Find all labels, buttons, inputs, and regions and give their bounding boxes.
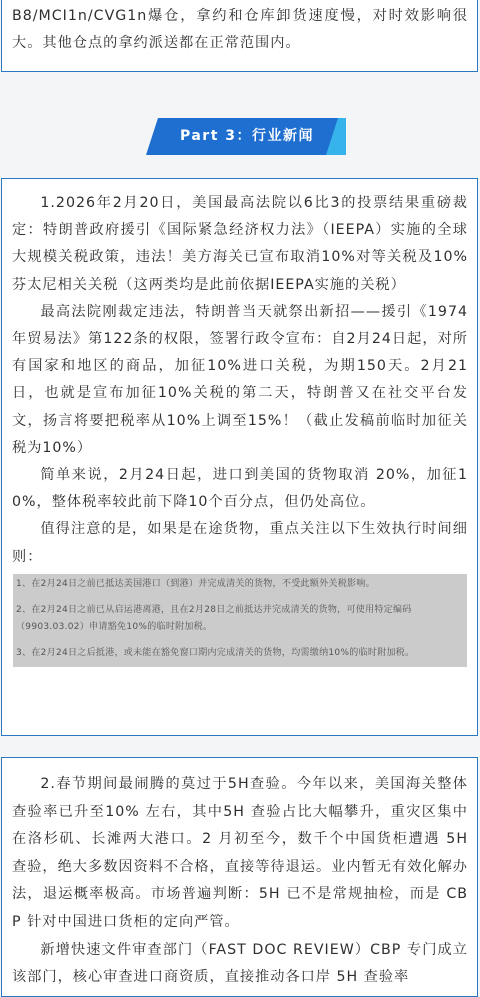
effective-time-notes	[13, 574, 467, 667]
news-paragraph: 1.2026年2月20日，美国最高法院以6比3的投票结果重磅裁定：特朗普政府援引《国际紧急经济权力法》（IEEPA）实施的全球大规模关税政策，违法！美方海关已宣布取消10%对等关税及10%芬太尼相关关税（这两类均是此前依据IEEPA实施的关税）	[12, 195, 468, 293]
industry-news-card-2	[1, 757, 478, 997]
note-item: 3、在2月24日之后抵港，或未能在豁免窗口期内完成清关的货物，均需缴纳10%的临时附加税。	[16, 647, 415, 658]
industry-news-card	[1, 178, 478, 736]
news-paragraph: 简单来说，2月24日起，进口到美国的货物取消 20%，加征10%，整体税率较此前下降10个百分点，但仍处高位。	[12, 467, 468, 511]
note-item: 1、在2月24日之前已抵达美国港口（到港）并完成清关的货物，不受此额外关税影响。	[16, 578, 375, 589]
section-header-part3	[146, 118, 346, 155]
warehouse-status-card	[1, 0, 478, 72]
section-header-label: Part 3：行业新闻	[179, 128, 315, 144]
news-paragraph: 2.春节期间最闹腾的莫过于5H查验。今年以来，美国海关整体查验率已升至10% 左右，其中5H 查验占比大幅攀升，重灾区集中在洛杉矶、长滩两大港口。2 月初至今，数千个中国货柜遭遇 5H 查验，绝大多数因资料不合格，直接等待退运。业内暂无有效化解办法，退运概率极高。市场普遍判断：5H 已不是常规抽检，而是 CBP 针对中国进口货柜的定向严管。	[12, 776, 468, 930]
news-paragraph: 新增快速文件审查部门（FAST DOC REVIEW）CBP 专门成立该部门，核心审查进口商资质，直接推动各口岸 5H 查验率	[12, 941, 468, 986]
warehouse-status-text: B8/MCI1n/CVG1n爆仓，拿约和仓库卸货速度慢，对时效影响很大。其他仓点的拿约派送都在正常范围内。	[12, 8, 468, 52]
note-item: 2、在2月24日之前已从启运港离港，且在2月28日之前抵达并完成清关的货物，可使用特定编码（9903.03.02）申请豁免10%的临时附加税。	[16, 604, 412, 632]
news-paragraph: 值得注意的是，如果是在途货物，重点关注以下生效执行时间细则：	[12, 521, 468, 565]
news-paragraph: 最高法院刚裁定违法，特朗普当天就祭出新招——援引《1974年贸易法》第122条的权限，签署行政令宣布：自2月24日起，对所有国家和地区的商品，加征10%进口关税，为期150天。2月21日，也就是宣布加征10%关税的第二天，特朗普又在社交平台发文，扬言将要把税率从10%上调至15%！（截止发稿前临时加征关税为10%）	[12, 303, 468, 456]
